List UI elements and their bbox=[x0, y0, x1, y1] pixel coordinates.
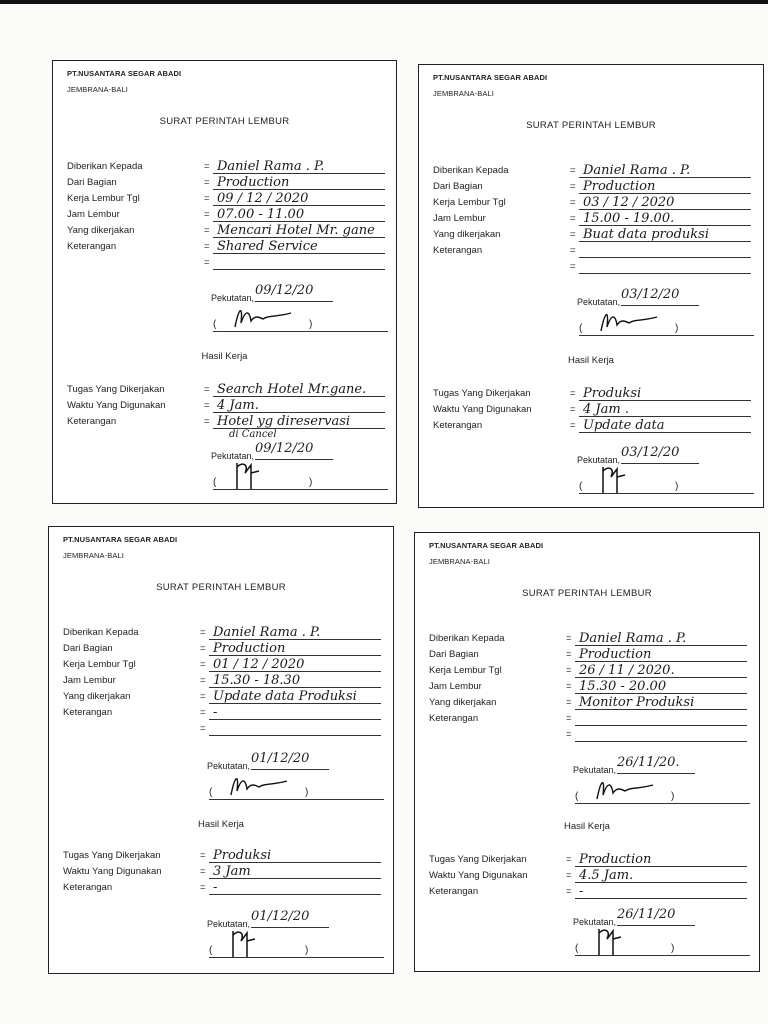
dikerjakan-label: Yang dikerjakan bbox=[63, 691, 131, 702]
tugas-label: Tugas Yang Dikerjakan bbox=[433, 388, 531, 399]
paren-open: ( bbox=[579, 481, 583, 492]
equals-sign: = bbox=[200, 850, 206, 861]
jam-label: Jam Lembur bbox=[63, 675, 116, 686]
jam-row bbox=[433, 210, 751, 226]
pekutatan-date: 01/12/20 bbox=[251, 909, 329, 928]
pekutatan-date: 09/12/20 bbox=[255, 283, 333, 302]
paren-open: ( bbox=[213, 477, 217, 488]
diberikan-label: Diberikan Kepada bbox=[429, 633, 505, 644]
dikerjakan-label: Yang dikerjakan bbox=[67, 225, 135, 236]
ket2-label: Keterangan bbox=[429, 886, 479, 897]
waktu-row bbox=[67, 397, 385, 413]
pekutatan-label: Pekutatan, bbox=[211, 293, 255, 303]
bagian-value: Production bbox=[583, 179, 656, 194]
equals-sign: = bbox=[566, 713, 572, 724]
bagian-label: Dari Bagian bbox=[63, 643, 113, 654]
fill-line bbox=[575, 741, 747, 742]
paren-open: ( bbox=[209, 787, 213, 798]
tugas-label: Tugas Yang Dikerjakan bbox=[63, 850, 161, 861]
tugas-row bbox=[63, 847, 381, 863]
tugas-row bbox=[67, 381, 385, 397]
equals-sign: = bbox=[204, 209, 210, 220]
diberikan-label: Diberikan Kepada bbox=[67, 161, 143, 172]
equals-sign: = bbox=[566, 665, 572, 676]
tgl-value: 26 / 11 / 2020. bbox=[579, 663, 675, 678]
equals-sign: = bbox=[200, 866, 206, 877]
paren-close: ) bbox=[305, 787, 309, 798]
pekutatan-label: Pekutatan, bbox=[577, 297, 621, 307]
keterangan-value: - bbox=[213, 705, 218, 720]
tugas-label: Tugas Yang Dikerjakan bbox=[429, 854, 527, 865]
bagian-value: Production bbox=[213, 641, 286, 656]
equals-sign: = bbox=[570, 229, 576, 240]
jam-label: Jam Lembur bbox=[433, 213, 486, 224]
ket2-value: - bbox=[213, 880, 218, 895]
hasil-kerja-heading: Hasil Kerja bbox=[568, 355, 614, 366]
waktu-label: Waktu Yang Digunakan bbox=[67, 400, 166, 411]
keterangan-row bbox=[429, 710, 747, 726]
equals-sign: = bbox=[204, 257, 210, 268]
dikerjakan-value: Buat data produksi bbox=[583, 227, 709, 242]
equals-sign: = bbox=[204, 416, 210, 427]
bagian-label: Dari Bagian bbox=[429, 649, 479, 660]
company-name: PT.NUSANTARA SEGAR ABADI bbox=[429, 541, 544, 550]
diberikan-value: Daniel Rama . P. bbox=[217, 159, 325, 174]
equals-sign: = bbox=[204, 225, 210, 236]
keterangan-label: Keterangan bbox=[433, 245, 483, 256]
equals-sign: = bbox=[570, 404, 576, 415]
equals-sign: = bbox=[200, 659, 206, 670]
jam-row bbox=[429, 678, 747, 694]
keterangan-row bbox=[67, 238, 385, 254]
waktu-row bbox=[63, 863, 381, 879]
company-name: PT.NUSANTARA SEGAR ABADI bbox=[433, 73, 548, 82]
signature-block-2 bbox=[555, 907, 735, 959]
tgl-row bbox=[67, 190, 385, 206]
paren-close: ) bbox=[675, 323, 679, 334]
paren-open: ( bbox=[209, 945, 213, 956]
bagian-row bbox=[433, 178, 751, 194]
tgl-value: 01 / 12 / 2020 bbox=[213, 657, 305, 672]
tugas-value: Produksi bbox=[213, 848, 272, 863]
diberikan-value: Daniel Rama . P. bbox=[579, 631, 687, 646]
form-title: SURAT PERINTAH LEMBUR bbox=[156, 582, 286, 593]
pekutatan-date: 01/12/20 bbox=[251, 751, 329, 770]
signature-block-1 bbox=[189, 751, 369, 803]
pekutatan-label: Pekutatan, bbox=[573, 917, 617, 927]
diberikan-row bbox=[63, 624, 381, 640]
bagian-row bbox=[67, 174, 385, 190]
diberikan-row bbox=[67, 158, 385, 174]
signature-icon bbox=[225, 769, 295, 801]
pekutatan-date: 26/11/20 bbox=[617, 907, 695, 926]
equals-sign: = bbox=[570, 388, 576, 399]
tgl-value: 03 / 12 / 2020 bbox=[583, 195, 675, 210]
fill-line bbox=[575, 898, 747, 899]
keterangan-row bbox=[63, 704, 381, 720]
equals-sign: = bbox=[570, 420, 576, 431]
ket2-extra: di Cancel bbox=[229, 429, 277, 440]
fill-line bbox=[579, 273, 751, 274]
equals-sign: = bbox=[566, 681, 572, 692]
extra-row bbox=[63, 720, 381, 736]
equals-sign: = bbox=[570, 245, 576, 256]
overtime-form-3 bbox=[48, 526, 394, 974]
hasil-kerja-heading: Hasil Kerja bbox=[198, 819, 244, 830]
signature-block-2 bbox=[189, 909, 369, 961]
paren-open: ( bbox=[579, 323, 583, 334]
equals-sign: = bbox=[200, 882, 206, 893]
tgl-label: Kerja Lembur Tgl bbox=[63, 659, 136, 670]
jam-label: Jam Lembur bbox=[67, 209, 120, 220]
equals-sign: = bbox=[566, 886, 572, 897]
jam-value: 15.30 - 20.00 bbox=[579, 679, 667, 694]
paren-close: ) bbox=[305, 945, 309, 956]
dikerjakan-row bbox=[433, 226, 751, 242]
signature-icon bbox=[595, 305, 665, 337]
dikerjakan-label: Yang dikerjakan bbox=[429, 697, 497, 708]
ket2-row bbox=[67, 413, 385, 440]
diberikan-value: Daniel Rama . P. bbox=[583, 163, 691, 178]
ket2-row bbox=[429, 883, 747, 899]
equals-sign: = bbox=[200, 707, 206, 718]
company-name: PT.NUSANTARA SEGAR ABADI bbox=[63, 535, 178, 544]
equals-sign: = bbox=[204, 193, 210, 204]
company-location: JEMBRANA-BALI bbox=[433, 89, 494, 98]
company-name: PT.NUSANTARA SEGAR ABADI bbox=[67, 69, 182, 78]
equals-sign: = bbox=[566, 870, 572, 881]
company-location: JEMBRANA-BALI bbox=[63, 551, 124, 560]
tugas-value: Production bbox=[579, 852, 652, 867]
jam-row bbox=[63, 672, 381, 688]
tgl-row bbox=[429, 662, 747, 678]
keterangan-value: Shared Service bbox=[217, 239, 318, 254]
paren-open: ( bbox=[575, 791, 579, 802]
paren-close: ) bbox=[309, 477, 313, 488]
ket2-label: Keterangan bbox=[63, 882, 113, 893]
extra-row bbox=[433, 258, 751, 274]
ket2-row bbox=[63, 879, 381, 895]
equals-sign: = bbox=[200, 627, 206, 638]
equals-sign: = bbox=[200, 675, 206, 686]
signature-block-1 bbox=[555, 755, 735, 807]
signature-block-2 bbox=[193, 441, 373, 493]
equals-sign: = bbox=[200, 723, 206, 734]
signature-block-2 bbox=[559, 445, 739, 497]
dikerjakan-row bbox=[67, 222, 385, 238]
dikerjakan-value: Monitor Produksi bbox=[579, 695, 695, 710]
waktu-label: Waktu Yang Digunakan bbox=[429, 870, 528, 881]
keterangan-label: Keterangan bbox=[429, 713, 479, 724]
tgl-label: Kerja Lembur Tgl bbox=[67, 193, 140, 204]
bagian-value: Production bbox=[217, 175, 290, 190]
tugas-label: Tugas Yang Dikerjakan bbox=[67, 384, 165, 395]
keterangan-label: Keterangan bbox=[67, 241, 117, 252]
extra-row bbox=[67, 254, 385, 270]
waktu-value: 4 Jam. bbox=[217, 398, 259, 413]
jam-label: Jam Lembur bbox=[429, 681, 482, 692]
equals-sign: = bbox=[570, 261, 576, 272]
equals-sign: = bbox=[566, 729, 572, 740]
tugas-value: Search Hotel Mr.gane. bbox=[217, 382, 367, 397]
equals-sign: = bbox=[200, 691, 206, 702]
tugas-row bbox=[433, 385, 751, 401]
overtime-form-2 bbox=[418, 64, 764, 508]
diberikan-row bbox=[429, 630, 747, 646]
diberikan-value: Daniel Rama . P. bbox=[213, 625, 321, 640]
equals-sign: = bbox=[204, 384, 210, 395]
tugas-row bbox=[429, 851, 747, 867]
company-location: JEMBRANA-BALI bbox=[67, 85, 128, 94]
pekutatan-label: Pekutatan, bbox=[211, 451, 255, 461]
bagian-row bbox=[429, 646, 747, 662]
ket2-label: Keterangan bbox=[433, 420, 483, 431]
overtime-form-4 bbox=[414, 532, 760, 972]
pekutatan-label: Pekutatan, bbox=[573, 765, 617, 775]
tgl-label: Kerja Lembur Tgl bbox=[429, 665, 502, 676]
ket2-value: Update data bbox=[583, 418, 665, 433]
equals-sign: = bbox=[570, 165, 576, 176]
overtime-form-1 bbox=[52, 60, 397, 504]
signature-icon bbox=[591, 773, 661, 805]
paren-close: ) bbox=[309, 319, 313, 330]
signature-icon bbox=[591, 925, 641, 959]
form-title: SURAT PERINTAH LEMBUR bbox=[526, 120, 656, 131]
form-title: SURAT PERINTAH LEMBUR bbox=[522, 588, 652, 599]
equals-sign: = bbox=[204, 161, 210, 172]
bagian-label: Dari Bagian bbox=[67, 177, 117, 188]
hasil-kerja-heading: Hasil Kerja bbox=[201, 351, 248, 362]
equals-sign: = bbox=[570, 181, 576, 192]
dikerjakan-label: Yang dikerjakan bbox=[433, 229, 501, 240]
equals-sign: = bbox=[566, 649, 572, 660]
jam-value: 15.00 - 19.00. bbox=[583, 211, 675, 226]
signature-icon bbox=[595, 463, 645, 497]
dikerjakan-row bbox=[429, 694, 747, 710]
equals-sign: = bbox=[204, 177, 210, 188]
tgl-label: Kerja Lembur Tgl bbox=[433, 197, 506, 208]
dikerjakan-value: Mencari Hotel Mr. gane bbox=[217, 223, 375, 238]
waktu-label: Waktu Yang Digunakan bbox=[63, 866, 162, 877]
equals-sign: = bbox=[570, 197, 576, 208]
scan-edge bbox=[0, 0, 768, 4]
pekutatan-date: 03/12/20 bbox=[621, 287, 699, 306]
jam-row bbox=[67, 206, 385, 222]
signature-block-1 bbox=[559, 287, 739, 339]
paren-open: ( bbox=[213, 319, 217, 330]
bagian-row bbox=[63, 640, 381, 656]
equals-sign: = bbox=[566, 854, 572, 865]
waktu-value: 4.5 Jam. bbox=[579, 868, 634, 883]
ket2-row bbox=[433, 417, 751, 433]
fill-line bbox=[213, 269, 385, 270]
signature-block-1 bbox=[193, 283, 373, 335]
paren-open: ( bbox=[575, 943, 579, 954]
paren-close: ) bbox=[671, 943, 675, 954]
diberikan-label: Diberikan Kepada bbox=[63, 627, 139, 638]
pekutatan-label: Pekutatan, bbox=[207, 761, 251, 771]
tgl-row bbox=[63, 656, 381, 672]
waktu-label: Waktu Yang Digunakan bbox=[433, 404, 532, 415]
waktu-row bbox=[433, 401, 751, 417]
signature-icon bbox=[229, 459, 279, 493]
jam-value: 15.30 - 18.30 bbox=[213, 673, 301, 688]
pekutatan-date: 26/11/20. bbox=[617, 755, 695, 774]
tgl-value: 09 / 12 / 2020 bbox=[217, 191, 309, 206]
paren-close: ) bbox=[671, 791, 675, 802]
paren-close: ) bbox=[675, 481, 679, 492]
diberikan-label: Diberikan Kepada bbox=[433, 165, 509, 176]
keterangan-label: Keterangan bbox=[63, 707, 113, 718]
dikerjakan-row bbox=[63, 688, 381, 704]
fill-line bbox=[209, 894, 381, 895]
ket2-label: Keterangan bbox=[67, 416, 117, 427]
waktu-value: 3 Jam bbox=[213, 864, 251, 879]
bagian-value: Production bbox=[579, 647, 652, 662]
fill-line bbox=[209, 735, 381, 736]
pekutatan-date: 03/12/20 bbox=[621, 445, 699, 464]
equals-sign: = bbox=[570, 213, 576, 224]
bagian-label: Dari Bagian bbox=[433, 181, 483, 192]
pekutatan-label: Pekutatan, bbox=[577, 455, 621, 465]
equals-sign: = bbox=[566, 633, 572, 644]
jam-value: 07.00 - 11.00 bbox=[217, 207, 305, 222]
equals-sign: = bbox=[204, 400, 210, 411]
waktu-row bbox=[429, 867, 747, 883]
waktu-value: 4 Jam . bbox=[583, 402, 629, 417]
company-location: JEMBRANA-BALI bbox=[429, 557, 490, 566]
pekutatan-date: 09/12/20 bbox=[255, 441, 333, 460]
ket2-value: - bbox=[579, 884, 584, 899]
extra-row bbox=[429, 726, 747, 742]
dikerjakan-value: Update data Produksi bbox=[213, 689, 357, 704]
hasil-kerja-heading: Hasil Kerja bbox=[564, 821, 610, 832]
tgl-row bbox=[433, 194, 751, 210]
equals-sign: = bbox=[566, 697, 572, 708]
signature-icon bbox=[229, 301, 299, 333]
ket2-value: Hotel yg direservasi bbox=[217, 414, 351, 429]
pekutatan-label: Pekutatan, bbox=[207, 919, 251, 929]
diberikan-row bbox=[433, 162, 751, 178]
signature-icon bbox=[225, 927, 275, 961]
keterangan-row bbox=[433, 242, 751, 258]
form-title: SURAT PERINTAH LEMBUR bbox=[159, 116, 290, 127]
equals-sign: = bbox=[204, 241, 210, 252]
equals-sign: = bbox=[200, 643, 206, 654]
tugas-value: Produksi bbox=[583, 386, 642, 401]
